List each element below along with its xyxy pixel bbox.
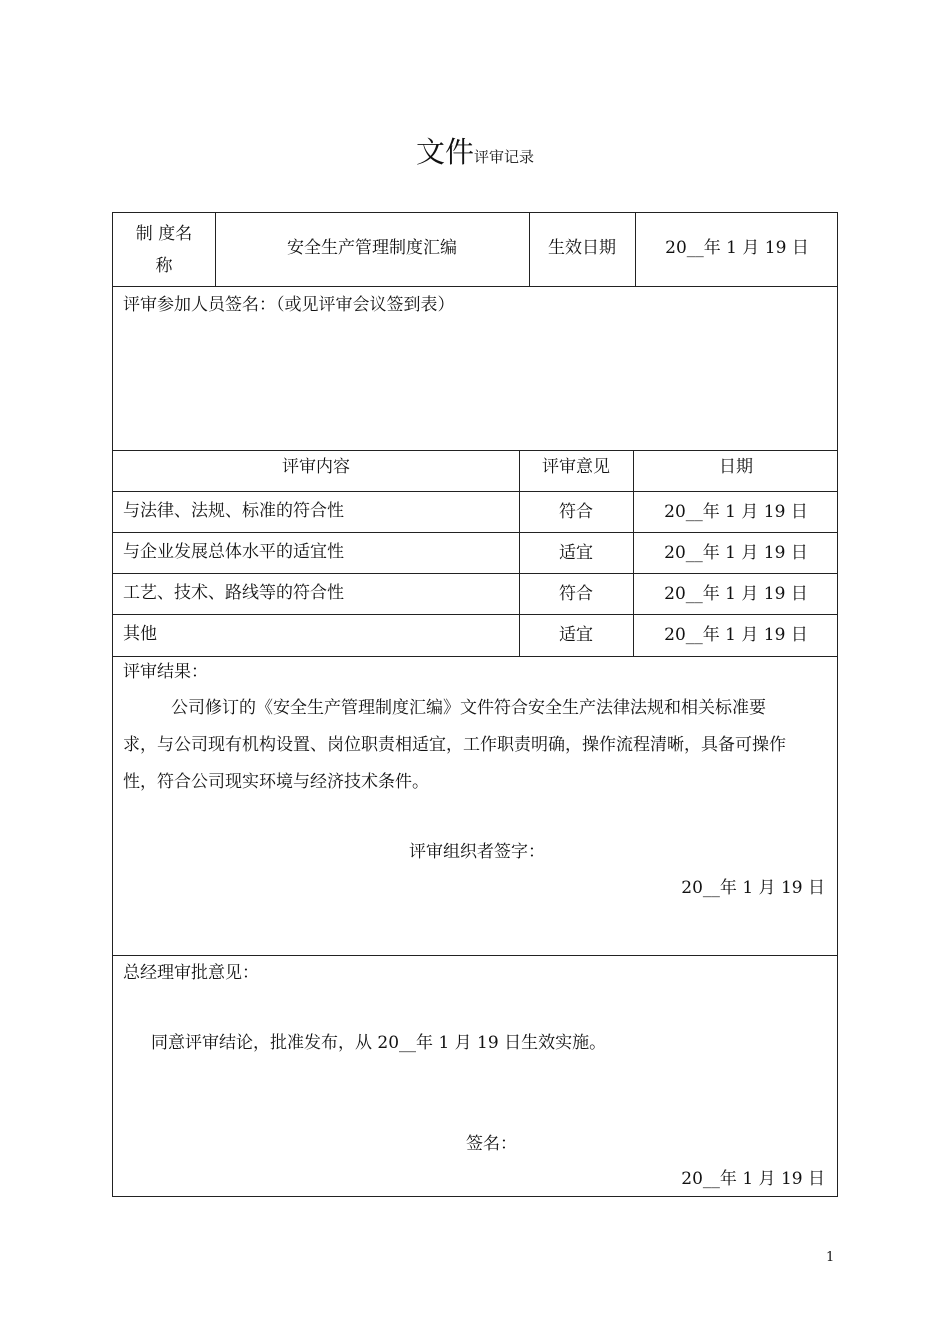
row-4-content: 其他 [123, 624, 157, 644]
name-value: 安全生产管理制度汇编 [287, 237, 457, 258]
effective-value: 20__年 1 月 19 日 [665, 237, 809, 258]
row-1-date: 20__年 1 月 19 日 [664, 501, 808, 522]
row-1-opinion: 符合 [559, 501, 593, 522]
name-value-cell [215, 213, 529, 277]
title-main: 文件 [415, 135, 474, 169]
approval-text: 同意评审结论，批准发布，从 20__年 1 月 19 日生效实施。 [151, 1033, 607, 1053]
approval-signer-label: 签名： [466, 1134, 517, 1154]
approval-date: 20__年 1 月 19 日 [681, 1169, 825, 1189]
row-3-content: 工艺、技术、路线等的符合性 [123, 583, 344, 603]
row-3-date: 20__年 1 月 19 日 [664, 583, 808, 604]
row-3-opinion: 符合 [559, 583, 593, 604]
effective-label: 生效日期 [548, 237, 616, 258]
title-sub: 评审记录 [474, 148, 535, 166]
result-label: 评审结果： [123, 662, 208, 682]
row-4-date: 20__年 1 月 19 日 [664, 624, 808, 645]
result-line-2: 求，与公司现有机构设置、岗位职责相适宜，工作职责明确，操作流程清晰，具备可操作 [123, 735, 786, 755]
effective-value-cell [635, 213, 839, 277]
review-form [112, 212, 838, 1197]
name-label-cell [113, 213, 215, 286]
participants-label: 评审参加人员签名：（或见评审会议签到表） [123, 295, 455, 315]
row-4-opinion: 适宜 [559, 624, 593, 645]
effective-label-cell [529, 213, 635, 277]
page-number: 1 [826, 1250, 835, 1265]
result-date: 20__年 1 月 19 日 [681, 878, 825, 898]
col-header-opinion: 评审意见 [542, 456, 610, 477]
col-header-content: 评审内容 [282, 456, 350, 477]
row-2-content: 与企业发展总体水平的适宜性 [123, 542, 344, 562]
result-signer-label: 评审组织者签字： [409, 842, 545, 862]
row-2-opinion: 适宜 [559, 542, 593, 563]
page-title [0, 130, 950, 171]
result-line-1: 公司修订的《安全生产管理制度汇编》文件符合安全生产法律法规和相关标准要 [171, 698, 766, 718]
row-2-date: 20__年 1 月 19 日 [664, 542, 808, 563]
result-line-3: 性，符合公司现实环境与经济技术条件。 [123, 772, 429, 792]
approval-label: 总经理审批意见： [123, 963, 259, 983]
name-label-line2: 称 [155, 255, 173, 276]
name-label-line1: 制 度名 [135, 223, 193, 244]
col-header-date: 日期 [719, 456, 753, 477]
row-1-content: 与法律、法规、标准的符合性 [123, 501, 344, 521]
